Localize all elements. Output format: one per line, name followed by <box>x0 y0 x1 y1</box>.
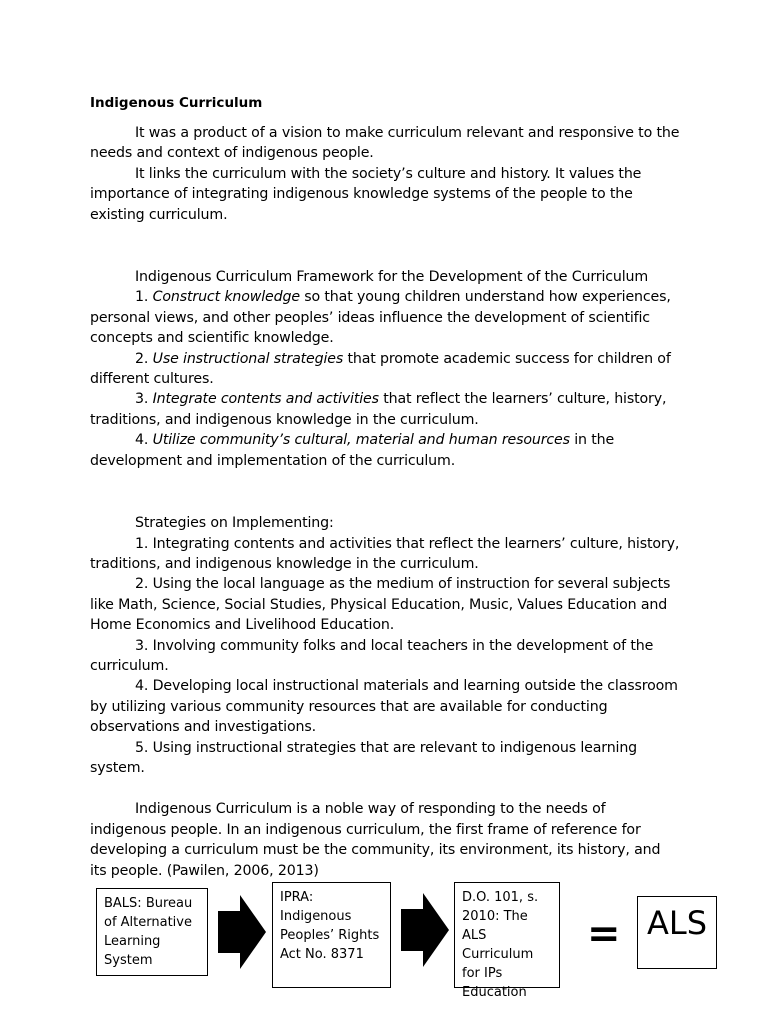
closing-paragraph: Indigenous Curriculum is a noble way of responding to the needs of indigenous people. In an indigenous curriculum, the first frame of reference for developing a curriculum must be the community, its environment, its history, and its people. (Pawilen, 2006, 2013) <box>90 801 661 879</box>
do-101-box: D.O. 101, s. 2010: The ALS Curriculum for IPs Education <box>454 882 560 988</box>
strategy-item-2: 2. Using the local language as the medium of instruction for several subjects like Math, Science, Social Studies, Physical Education, Music, Values Education and Home Economics and Livelihood Education. <box>90 576 671 634</box>
framework-item-1: 1. Construct knowledge so that young children understand how experiences, personal views, and other peoples’ ideas influence the development of scientific concepts and scientific knowledge. <box>90 289 671 347</box>
ipra-box: IPRA: Indigenous Peoples’ Rights Act No. 8371 <box>272 882 391 988</box>
framework-item-4: 4. Utilize community’s cultural, material and human resources in the development and implementation of the curriculum. <box>90 432 615 469</box>
strategy-item-4: 4. Developing local instructional materials and learning outside the classroom by utilizing various community resources that are available for conducting observations and investigations. <box>90 678 678 736</box>
strategy-item-5: 5. Using instructional strategies that are relevant to indigenous learning system. <box>90 739 638 776</box>
equals-sign: = <box>587 911 621 957</box>
framework-item-3: 3. Integrate contents and activities that reflect the learners’ culture, history, traditions, and indigenous knowledge in the curriculum. <box>90 391 667 428</box>
bals-box: BALS: Bureau of Alternative Learning System <box>96 888 208 976</box>
right-arrow-icon <box>401 893 449 967</box>
right-arrow-icon <box>218 895 266 969</box>
framework-item-2: 2. Use instructional strategies that promote academic success for children of different cultures. <box>90 350 671 388</box>
strategy-item-1: 1. Integrating contents and activities that reflect the learners’ culture, history, traditions, and indigenous knowledge in the curriculum. <box>90 535 680 572</box>
document-title: Indigenous Curriculum <box>90 95 263 111</box>
intro-paragraph-1: It was a product of a vision to make curriculum relevant and responsive to the needs and context of indigenous people. <box>90 125 680 162</box>
als-result-box: ALS <box>637 896 717 969</box>
document-body <box>90 93 680 881</box>
strategies-heading: Strategies on Implementing: <box>135 515 334 532</box>
intro-paragraph-2: It links the curriculum with the society’s culture and history. It values the importance of integrating indigenous knowledge systems of the people to the existing curriculum. <box>90 165 642 223</box>
strategy-item-3: 3. Involving community folks and local teachers in the development of the curriculum. <box>90 637 654 674</box>
framework-heading: Indigenous Curriculum Framework for the Development of the Curriculum <box>135 269 649 286</box>
